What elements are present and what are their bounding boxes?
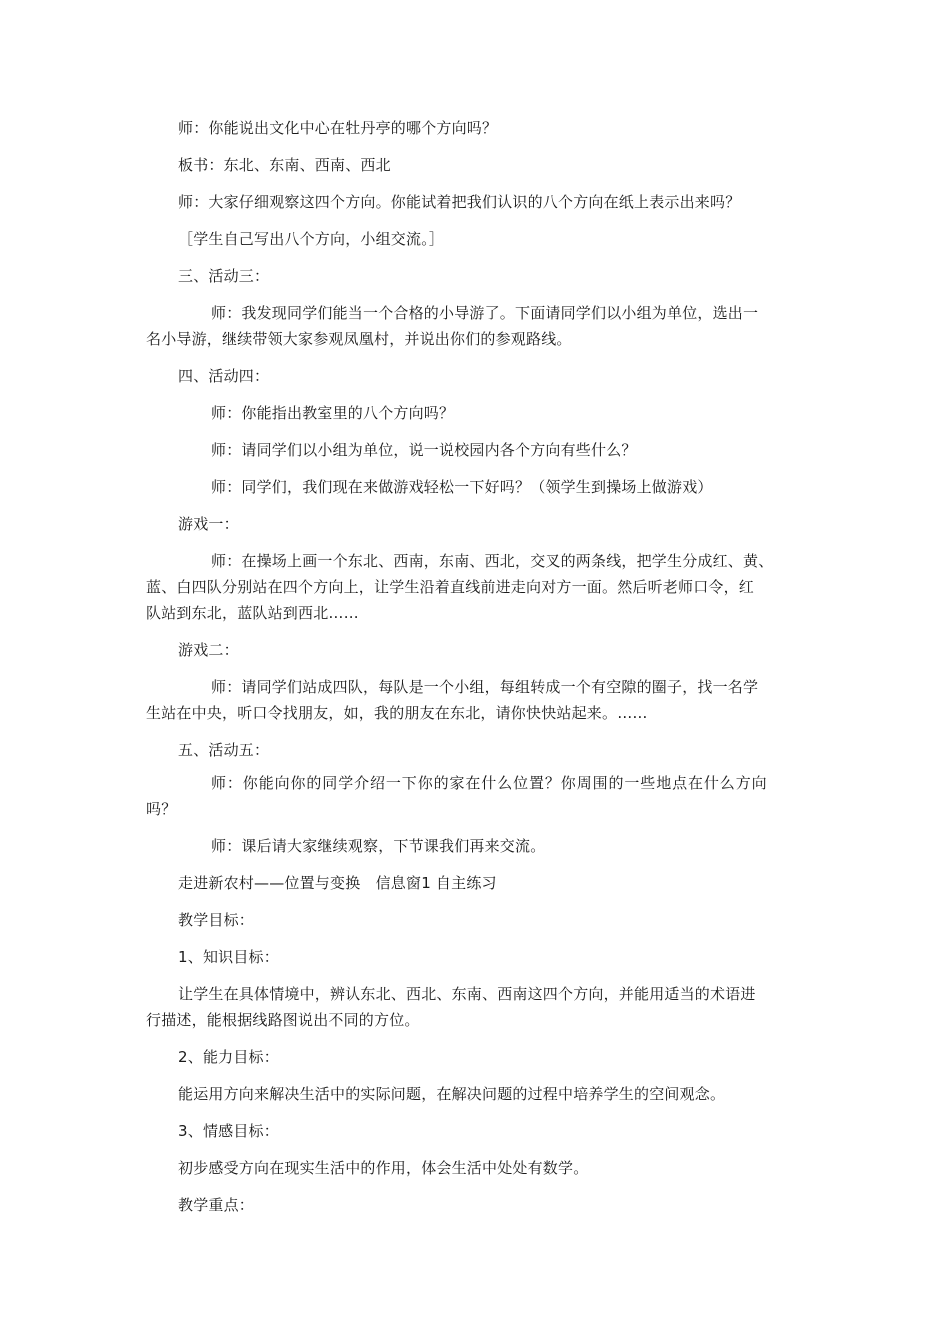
text-line: 师：我发现同学们能当一个合格的小导游了。下面请同学们以小组为单位，选出一 [211, 304, 759, 322]
text-line: 名小导游，继续带领大家参观凤凰村，并说出你们的参观路线。 [146, 330, 572, 348]
text-line: 队站到东北，蓝队站到西北…… [146, 604, 359, 622]
text-line: 师：你能指出教室里的八个方向吗？ [211, 404, 455, 422]
text-line: 师：你能向你的同学介绍一下你的家在什么位置？你周围的一些地点在什么方向 [211, 774, 768, 792]
text-line: 师：在操场上画一个东北、西南，东南、西北，交叉的两条线，把学生分成红、黄、 [211, 552, 774, 570]
section-heading: 游戏一： [178, 515, 239, 533]
section-heading: 四、活动四： [178, 367, 270, 385]
text-line: 生站在中央，听口令找朋友，如，我的朋友在东北，请你快快站起来。…… [146, 704, 648, 722]
lesson-title: 走进新农村——位置与变换 信息窗1 自主练习 [178, 874, 497, 892]
section-heading: 教学目标： [178, 911, 255, 929]
section-heading: 3、情感目标： [178, 1122, 279, 1140]
section-heading: 三、活动三： [178, 267, 270, 285]
text-line: 吗？ [146, 800, 177, 818]
section-heading: 教学重点： [178, 1196, 255, 1214]
text-line: 让学生在具体情境中，辨认东北、西北、东南、西南这四个方向，并能用适当的术语进 [178, 985, 756, 1003]
text-line: 能运用方向来解决生活中的实际问题，在解决问题的过程中培养学生的空间观念。 [178, 1085, 726, 1103]
text-line: 师：请同学们以小组为单位，说一说校园内各个方向有些什么？ [211, 441, 637, 459]
text-line: 师：同学们，我们现在来做游戏轻松一下好吗？（领学生到操场上做游戏） [211, 478, 713, 496]
section-heading: 1、知识目标： [178, 948, 279, 966]
text-line: 师：请同学们站成四队，每队是一个小组，每组转成一个有空隙的圈子，找一名学 [211, 678, 759, 696]
text-line: ［学生自己写出八个方向，小组交流。］ [178, 230, 445, 248]
section-heading: 游戏二： [178, 641, 239, 659]
text-line: 板书：东北、东南、西南、西北 [178, 156, 391, 174]
section-heading: 2、能力目标： [178, 1048, 279, 1066]
text-line: 行描述，能根据线路图说出不同的方位。 [146, 1011, 420, 1029]
text-line: 蓝、白四队分别站在四个方向上，让学生沿着直线前进走向对方一面。然后听老师口令，红 [146, 578, 755, 596]
text-line: 师：你能说出文化中心在牡丹亭的哪个方向吗？ [178, 119, 498, 137]
text-line: 师：大家仔细观察这四个方向。你能试着把我们认识的八个方向在纸上表示出来吗？ [178, 193, 741, 211]
text-line: 师：课后请大家继续观察，下节课我们再来交流。 [211, 837, 546, 855]
section-heading: 五、活动五： [178, 741, 270, 759]
text-line: 初步感受方向在现实生活中的作用，体会生活中处处有数学。 [178, 1159, 589, 1177]
